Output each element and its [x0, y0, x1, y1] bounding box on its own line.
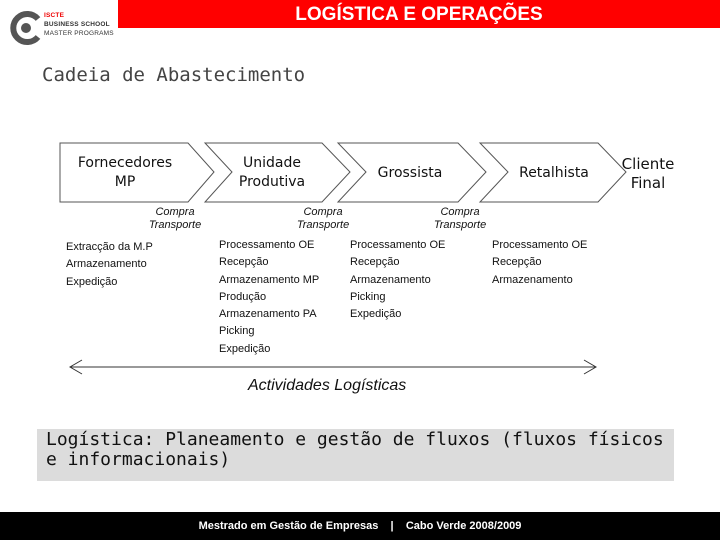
list-item: Armazenamento: [492, 273, 573, 286]
list-item: Produção: [219, 290, 267, 303]
activities-arrow-label: Actividades Logísticas: [248, 377, 407, 394]
page-title: LOGÍSTICA E OPERAÇÕES: [295, 4, 543, 25]
logo-line1: ISCTE: [44, 12, 65, 19]
list-item: Extracção da M.P: [66, 241, 153, 253]
list-item: Expedição: [350, 308, 402, 321]
list-item: Processamento OE: [350, 239, 446, 251]
list-item: Picking: [219, 325, 255, 338]
logo-line2: BUSINESS SCHOOL: [44, 21, 110, 28]
slide-subtitle: Cadeia de Abastecimento: [42, 64, 306, 86]
chain-label-cliente: Cliente Final: [621, 155, 675, 192]
link-label-1: Compra Transporte: [148, 206, 202, 231]
activities-retalhista: [492, 237, 587, 289]
list-item: Picking: [350, 290, 386, 303]
list-item: Recepção: [492, 256, 542, 269]
link-label-2: Compra Transporte: [296, 206, 350, 231]
logo-line3: MASTER PROGRAMS: [44, 30, 114, 37]
activities-fornecedores: [66, 239, 153, 291]
list-item: Expedição: [219, 342, 271, 355]
list-item: Armazenamento: [66, 258, 147, 271]
list-item: Armazenamento PA: [219, 308, 317, 321]
list-item: Expedição: [66, 275, 118, 288]
definition-text: Logística: Planeamento e gestão de fluxos (fluxos físicos e informacionais): [46, 429, 664, 470]
activities-arrow: [70, 360, 596, 374]
chain-label-grossista: Grossista: [377, 165, 443, 181]
chain-label-retalhista: Retalhista: [519, 165, 589, 181]
chain-label-unidade: Unidade Produtiva: [238, 155, 306, 190]
link-label-3: Compra Transporte: [433, 206, 487, 231]
footer-text: Mestrado em Gestão de Empresas | Cabo Verde 2008/2009: [198, 520, 522, 532]
list-item: Armazenamento MP: [219, 273, 320, 286]
chain-label-fornecedores: Fornecedores MP: [77, 155, 173, 190]
activities-unidade: [219, 237, 319, 358]
activities-grossista: [350, 237, 445, 323]
list-item: Recepção: [350, 256, 400, 269]
list-item: Recepção: [219, 256, 269, 269]
list-item: Processamento OE: [219, 239, 315, 251]
list-item: Processamento OE: [492, 239, 588, 251]
list-item: Armazenamento: [350, 273, 431, 286]
